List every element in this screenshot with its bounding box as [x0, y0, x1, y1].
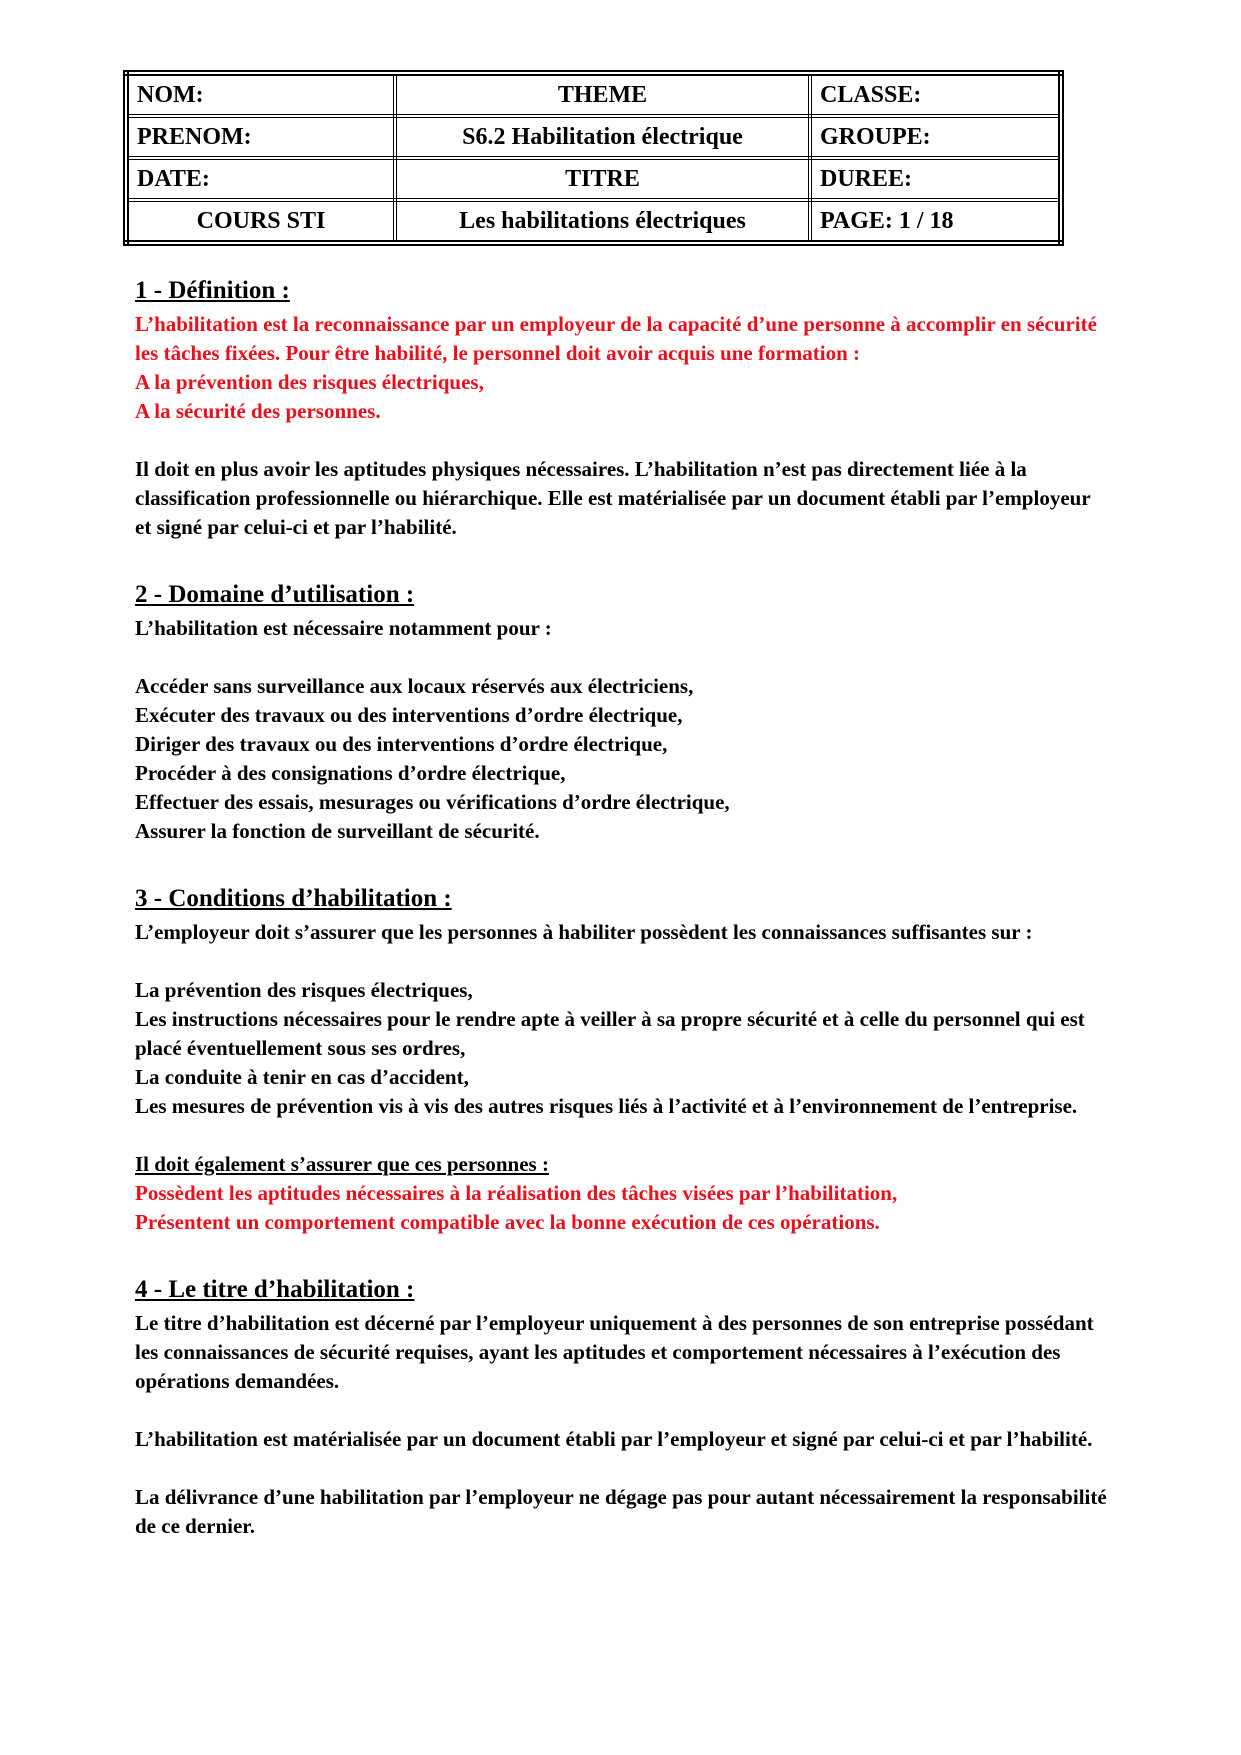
- section-3-item-1: La prévention des risques électriques,: [135, 978, 473, 1002]
- section-2-item-1: Accéder sans surveillance aux locaux réservés aux électriciens,: [135, 674, 694, 698]
- header-table: [123, 70, 1064, 246]
- section-1-red-item-1: A la prévention des risques électriques,: [135, 370, 484, 394]
- header-date-label: DATE:: [126, 158, 395, 200]
- section-4-paragraph-3: La délivrance d’une habilitation par l’employeur ne dégage pas pour autant nécessairement la responsabilité de ce dernier.: [135, 1485, 1107, 1538]
- section-3-intro: L’employeur doit s’assurer que les personnes à habiliter possèdent les connaissances suffisantes sur :: [135, 920, 1033, 944]
- section-4-paragraph-1: Le titre d’habilitation est décerné par l’employeur uniquement à des personnes de son entreprise possédant les connaissances de sécurité requises, ayant les aptitudes et comportement nécessaires à l’exécution des opérations demandées.: [135, 1311, 1094, 1393]
- section-3-item-3: La conduite à tenir en cas d’accident,: [135, 1065, 469, 1089]
- section-4-paragraph-2: L’habilitation est matérialisée par un document établi par l’employeur et signé par celui-ci et par l’habilité.: [135, 1427, 1093, 1451]
- header-theme-value: S6.2 Habilitation électrique: [395, 116, 810, 158]
- section-2-title: 2 - Domaine d’utilisation :: [135, 581, 415, 608]
- header-row-2: [126, 116, 1061, 158]
- section-1-title: 1 - Définition :: [135, 277, 290, 304]
- header-duree-label: DUREE:: [810, 158, 1061, 200]
- header-groupe-label: GROUPE:: [810, 116, 1061, 158]
- section-1-red-intro: L’habilitation est la reconnaissance par un employeur de la capacité d’une personne à accomplir en sécurité les tâches fixées. Pour être habilité, le personnel doit avoir acquis une formation :: [135, 312, 1097, 365]
- section-3-subheading: Il doit également s’assurer que ces personnes :: [135, 1152, 549, 1176]
- section-2-item-6: Assurer la fonction de surveillant de sécurité.: [135, 819, 540, 843]
- section-3-red-item-1: Possèdent les aptitudes nécessaires à la réalisation des tâches visées par l’habilitation,: [135, 1181, 898, 1205]
- section-3-title: 3 - Conditions d’habilitation :: [135, 885, 452, 912]
- header-row-1: [126, 73, 1061, 116]
- section-2-intro: L’habilitation est nécessaire notamment pour :: [135, 616, 552, 640]
- header-nom-label: NOM:: [126, 73, 395, 116]
- header-prenom-label: PRENOM:: [126, 116, 395, 158]
- header-page-number: PAGE: 1 / 18: [810, 200, 1061, 243]
- header-row-4: [126, 200, 1061, 243]
- section-3-item-4: Les mesures de prévention vis à vis des autres risques liés à l’activité et à l’environnement de l’entreprise.: [135, 1094, 1078, 1118]
- header-row-3: [126, 158, 1061, 200]
- section-2-item-2: Exécuter des travaux ou des interventions d’ordre électrique,: [135, 703, 683, 727]
- header-titre-value: Les habilitations électriques: [395, 200, 810, 243]
- section-3-item-2: Les instructions nécessaires pour le rendre apte à veiller à sa propre sécurité et à celle du personnel qui est placé éventuellement sous ses ordres,: [135, 1007, 1085, 1060]
- section-4-title: 4 - Le titre d’habilitation :: [135, 1276, 415, 1303]
- section-1-paragraph: Il doit en plus avoir les aptitudes physiques nécessaires. L’habilitation n’est pas directement liée à la classification professionnelle ou hiérarchique. Elle est matérialisée par un document établi par l’employeur et signé par celui-ci et par l’habilité.: [135, 457, 1091, 539]
- section-2-item-4: Procéder à des consignations d’ordre électrique,: [135, 761, 566, 785]
- header-cours-label: COURS STI: [126, 200, 395, 243]
- section-2-item-3: Diriger des travaux ou des interventions d’ordre électrique,: [135, 732, 668, 756]
- header-classe-label: CLASSE:: [810, 73, 1061, 116]
- section-1-red-item-2: A la sécurité des personnes.: [135, 399, 381, 423]
- header-theme-label: THEME: [395, 73, 810, 116]
- header-titre-label: TITRE: [395, 158, 810, 200]
- document-body: [135, 276, 1107, 1541]
- section-3-red-item-2: Présentent un comportement compatible avec la bonne exécution de ces opérations.: [135, 1210, 880, 1234]
- section-2-item-5: Effectuer des essais, mesurages ou vérifications d’ordre électrique,: [135, 790, 730, 814]
